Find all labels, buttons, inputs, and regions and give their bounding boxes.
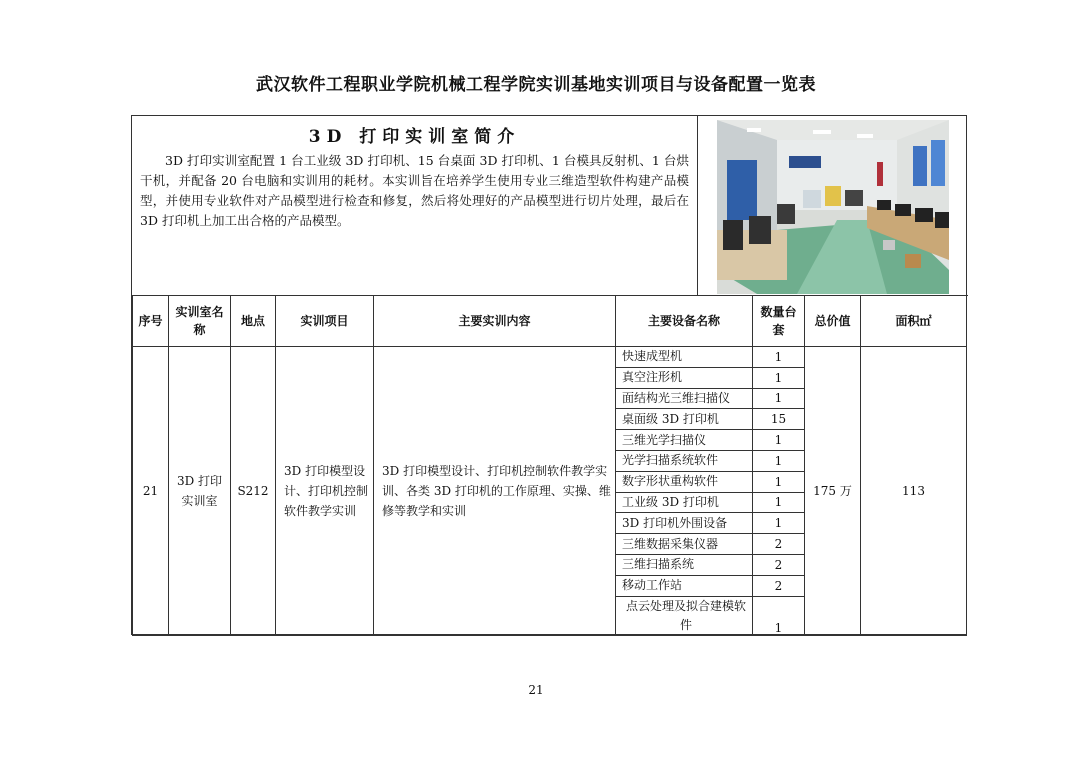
header-project: 实训项目	[276, 296, 374, 347]
equipment-qty: 1	[753, 367, 805, 388]
cell-value: 175 万	[805, 347, 861, 636]
equipment-name: 光学扫描系统软件	[616, 450, 753, 471]
equipment-name: 快速成型机	[616, 347, 753, 368]
equipment-name: 3D 打印机外围设备	[616, 513, 753, 534]
equipment-name: 三维光学扫描仪	[616, 430, 753, 451]
equipment-qty: 1	[753, 347, 805, 368]
equipment-qty: 1	[753, 430, 805, 451]
equipment-name: 点云处理及拟合建模软件	[616, 596, 753, 635]
lab-photo-image	[717, 120, 949, 294]
equipment-table	[132, 295, 967, 636]
page-number: 21	[528, 683, 544, 697]
equipment-qty: 1	[753, 513, 805, 534]
cell-seq: 21	[133, 347, 169, 636]
lab-photo	[717, 120, 949, 294]
cell-area: 113	[861, 347, 967, 636]
cell-location: S212	[231, 347, 276, 636]
header-content: 主要实训内容	[374, 296, 616, 347]
intro-section	[132, 116, 968, 296]
cell-content: 3D 打印模型设计、打印机控制软件教学实训、各类 3D 打印机的工作原理、实操、维修等教学和实训	[374, 347, 616, 636]
table-row	[133, 347, 967, 368]
equipment-qty: 1	[753, 492, 805, 513]
header-area: 面积㎡	[861, 296, 967, 347]
table-header-row	[133, 296, 967, 347]
equipment-qty: 1	[753, 450, 805, 471]
header-equipment: 主要设备名称	[616, 296, 753, 347]
equipment-qty: 1	[753, 388, 805, 409]
equipment-name: 工业级 3D 打印机	[616, 492, 753, 513]
cell-room: 3D 打印实训室	[169, 347, 231, 636]
document-title: 武汉软件工程职业学院机械工程学院实训基地实训项目与设备配置一览表	[256, 75, 816, 95]
equipment-name: 真空注形机	[616, 367, 753, 388]
equipment-name: 面结构光三维扫描仪	[616, 388, 753, 409]
equipment-qty: 15	[753, 409, 805, 430]
equipment-name: 三维数据采集仪器	[616, 534, 753, 555]
equipment-qty: 2	[753, 575, 805, 596]
equipment-qty: 2	[753, 534, 805, 555]
header-room: 实训室名称	[169, 296, 231, 347]
intro-body: 3D 打印实训室配置 1 台工业级 3D 打印机、15 台桌面 3D 打印机、1 台模具反射机、1 台烘干机，并配备 20 台电脑和实训用的耗材。本实训旨在培养学生使用专业三维造型软件构建产品模型，并使用专业软件对产品模型进行检查和修复，然后将处理好的产品模型进行切片处理，最后在 3D 打印机上加工出合格的产品模型。	[140, 153, 689, 228]
equipment-qty: 2	[753, 554, 805, 575]
equipment-name: 数字形状重构软件	[616, 471, 753, 492]
header-seq: 序号	[133, 296, 169, 347]
equipment-name: 三维扫描系统	[616, 554, 753, 575]
equipment-qty: 1	[753, 471, 805, 492]
lab-sheet	[131, 115, 967, 635]
equipment-name: 移动工作站	[616, 575, 753, 596]
equipment-name: 桌面级 3D 打印机	[616, 409, 753, 430]
header-value: 总价值	[805, 296, 861, 347]
intro-text-block	[132, 116, 698, 295]
cell-project: 3D 打印模型设计、打印机控制软件教学实训	[276, 347, 374, 636]
intro-heading: 3D 打印实训室简介	[308, 127, 521, 147]
header-qty: 数量台套	[753, 296, 805, 347]
header-location: 地点	[231, 296, 276, 347]
equipment-qty: 1	[753, 596, 805, 635]
